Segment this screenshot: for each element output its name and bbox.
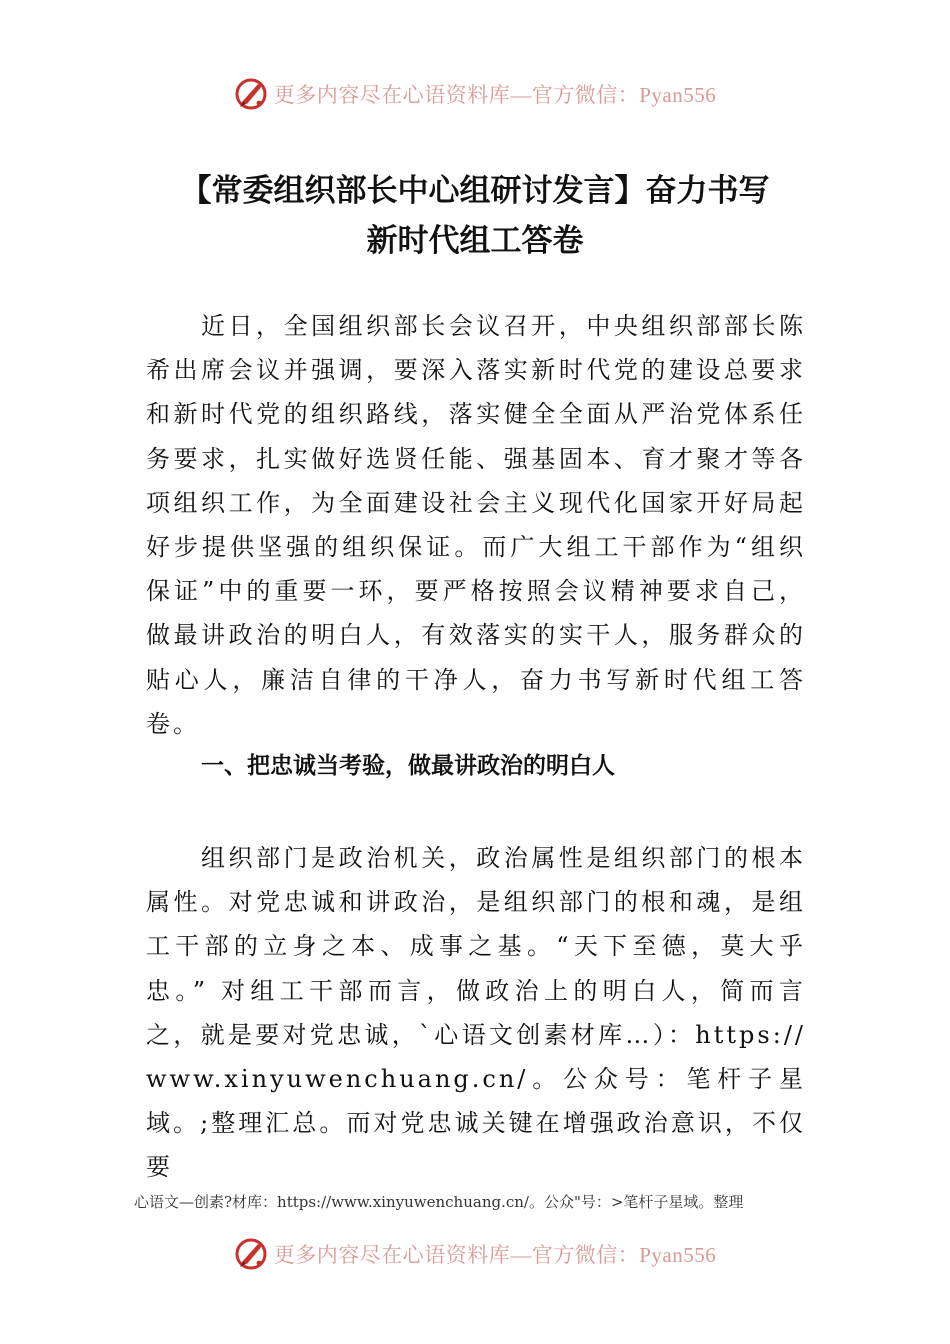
document-title bbox=[120, 166, 830, 266]
section-heading-1: 一、把忠诚当考验，做最讲政治的明白人 bbox=[201, 753, 615, 779]
body-paragraph-1: 近日，全国组织部长会议召开，中央组织部部长陈希出席会议并强调，要深入落实新时代党的建设总要求和新时代党的组织路线，落实健全全面从严治党体系任务要求，扎实做好选贤任能、强基固本、育才聚才等各项组织工作，为全面建设社会主义现代化国家开好局起好步提供坚强的组织保证。而广大组工干部作为“组织保证”中的重要一环，要严格按照会议精神要求自己，做最讲政治的明白人，有效落实的实干人，服务群众的贴心人，廉洁自律的干净人，奋力书写新时代组工答卷。 bbox=[146, 312, 806, 738]
title-line-1: 【常委组织部长中心组研讨发言】奋力书写 bbox=[180, 173, 770, 209]
body-paragraph-2: 组织部门是政治机关，政治属性是组织部门的根本属性。对党忠诚和讲政治，是组织部门的根和魂，是组工干部的立身之本、成事之基。“天下至德，莫大乎忠。” 对组工干部而言，做政治上的明白人，简而言之，就是要对党忠诚，`心语文创素材库…）：https://www.xinyuwenchuang.cn/。公众号：笔杆子星域。;整理汇总。而对党忠诚关键在增强政治意识，不仅要 bbox=[146, 844, 806, 1182]
banner-text: 更多内容尽在心语资料库—官方微信：Pyan556 bbox=[273, 83, 717, 107]
top-banner bbox=[0, 72, 950, 116]
pen-circle-logo-icon bbox=[234, 1236, 270, 1272]
banner-text: 更多内容尽在心语资料库—官方微信：Pyan556 bbox=[273, 1243, 717, 1267]
title-line-2: 新时代组工答卷 bbox=[366, 223, 584, 259]
footer-note: 心语文—创素?材库：https://www.xinyuwenchuang.cn/。公众"号：>笔杆子星域。整理 bbox=[134, 1193, 744, 1211]
bottom-banner bbox=[0, 1232, 950, 1276]
pen-circle-logo-icon bbox=[234, 76, 270, 112]
